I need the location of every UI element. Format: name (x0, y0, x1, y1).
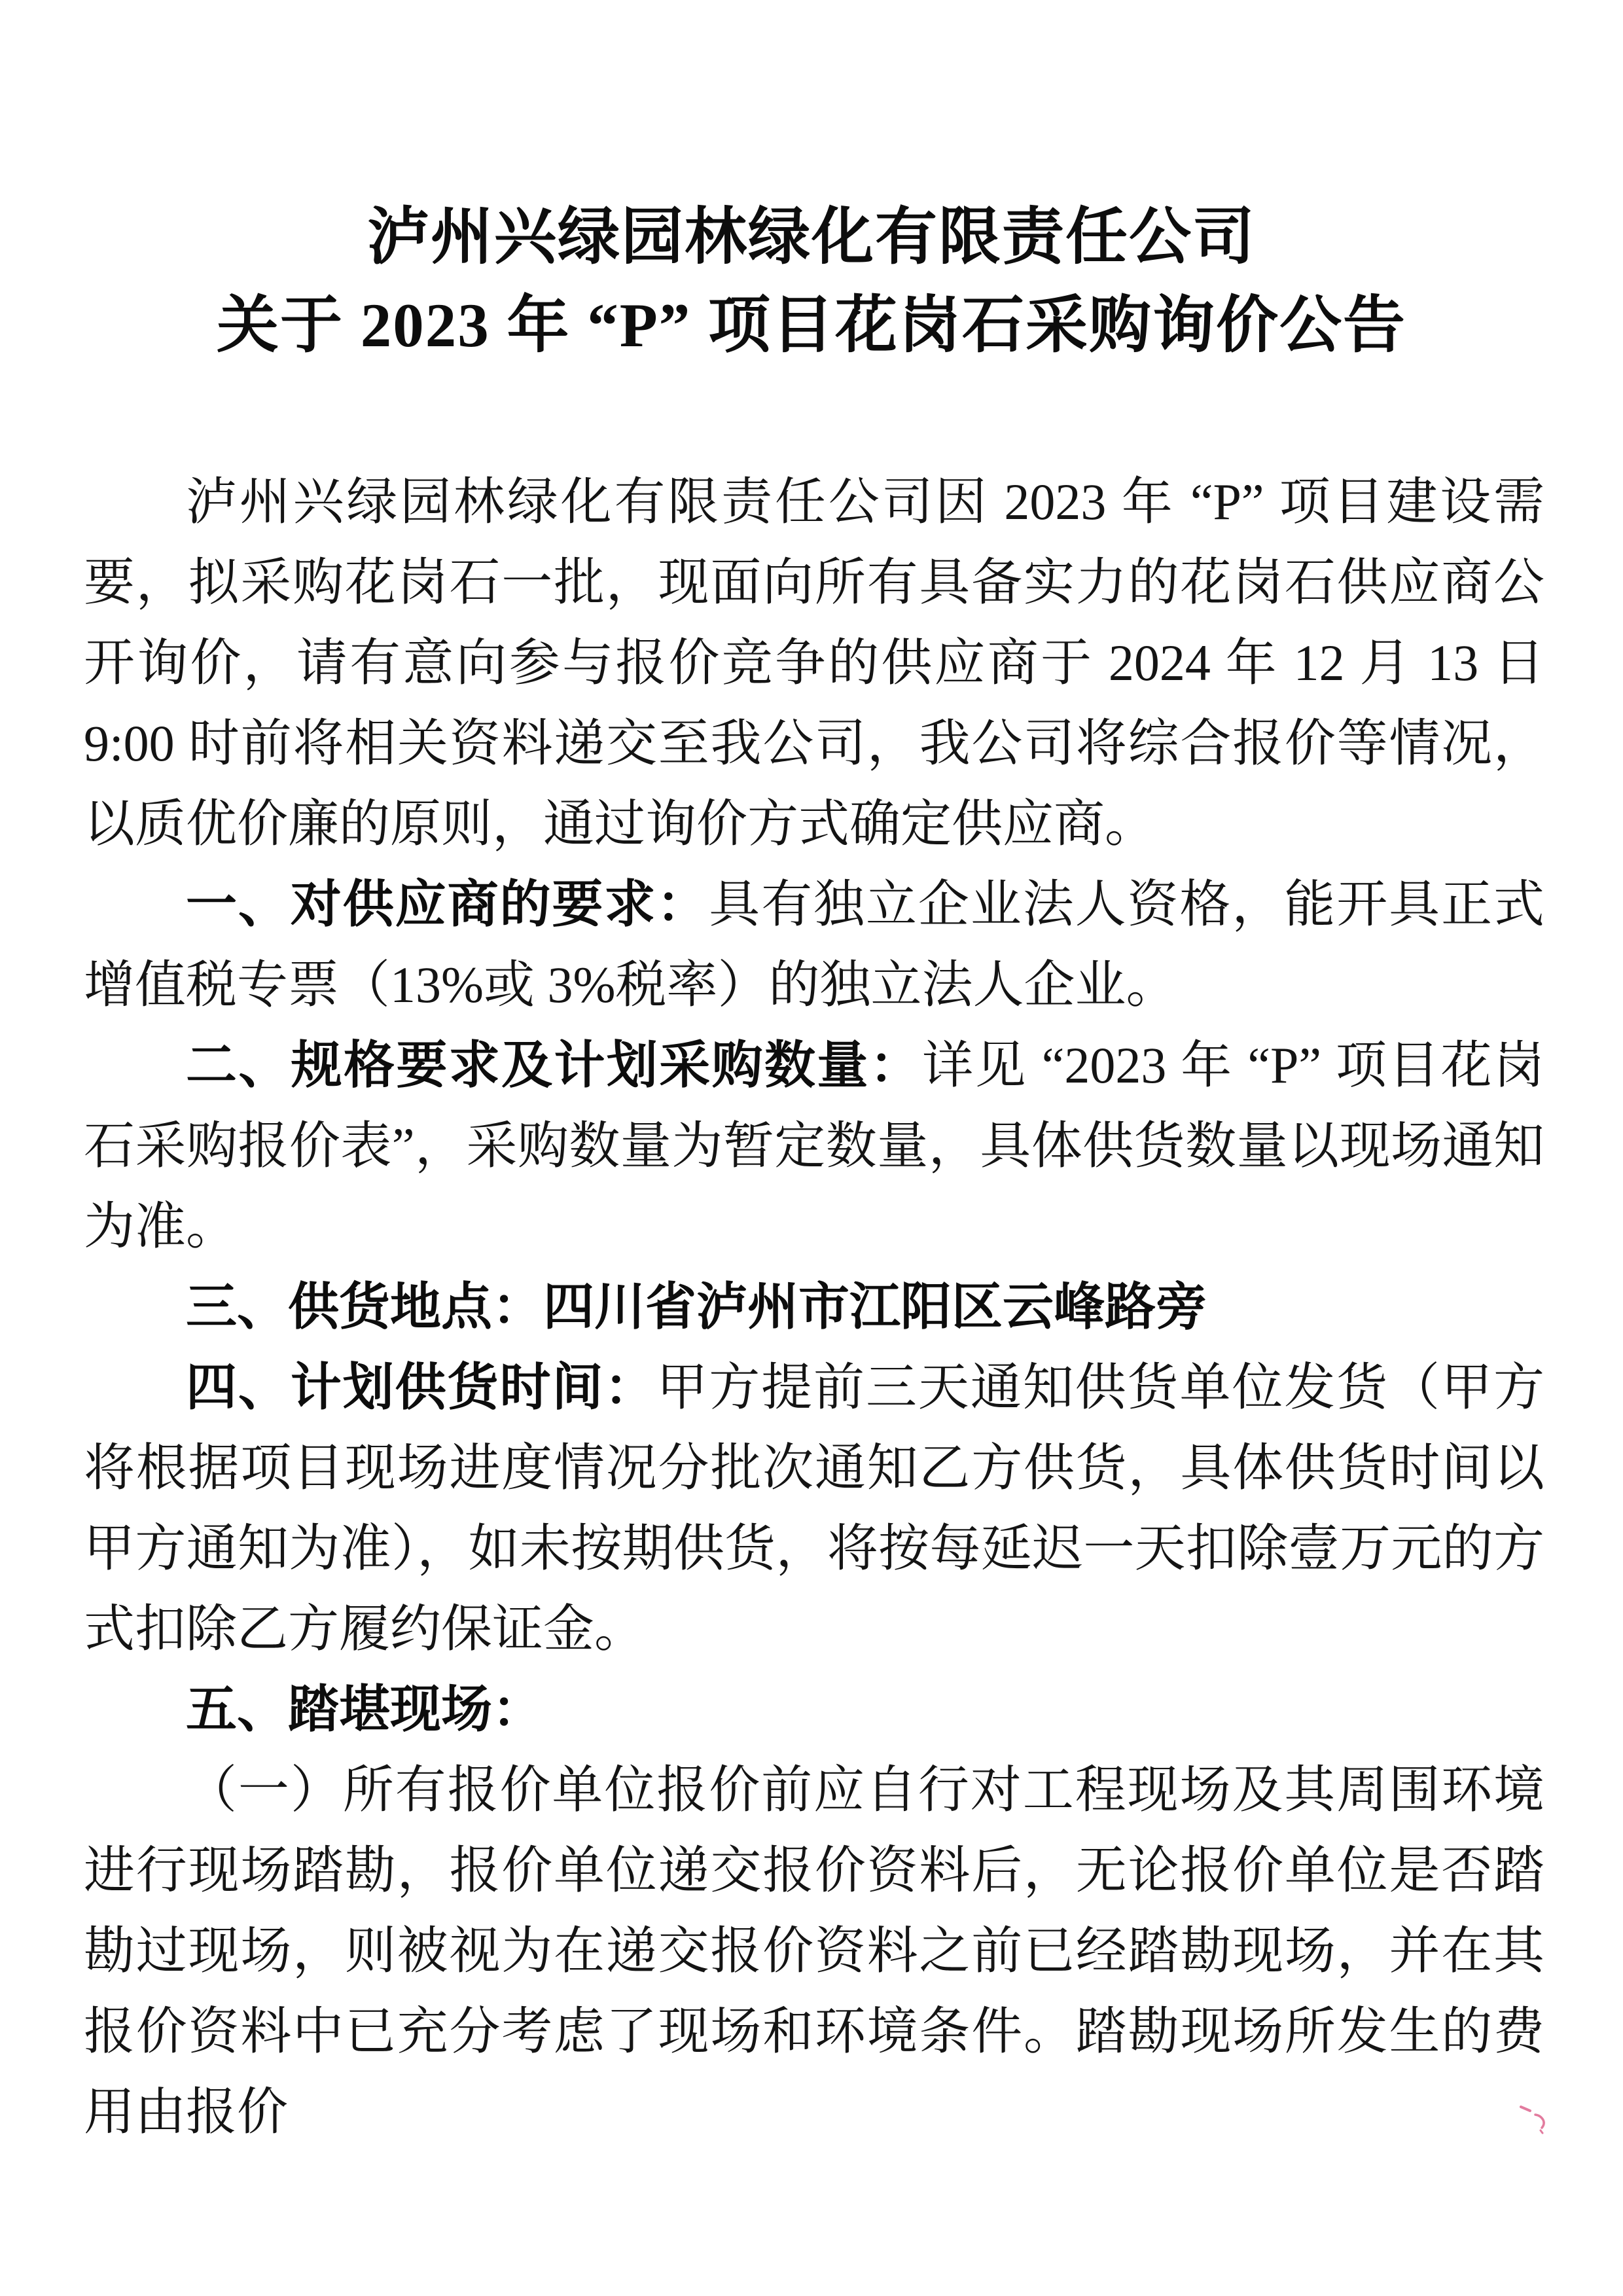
section-heading-3: 三、供货地点：四川省泸州市江阳区云峰路旁 (186, 1278, 1207, 1335)
section-heading-2: 二、规格要求及计划采购数量： (186, 1037, 923, 1094)
document-title-line1: 泸州兴绿园林绿化有限责任公司 (366, 202, 1256, 272)
paragraph-text: （一）所有报价单位报价前应自行对工程现场及其周围环境进行现场踏勘，报价单位递交报价资料后，无论报价单位是否踏勘过现场，则被视为在递交报价资料之前已经踏勘现场，并在其报价资料中已充分考虑了现场和环境条件。踏勘现场所发生的费用由报价 (84, 1761, 1544, 2140)
paragraph-section-2 (84, 1025, 1544, 1266)
document-title (0, 0, 1623, 370)
section-heading-5: 五、踏堪现场： (186, 1681, 544, 1738)
document-body (84, 461, 1544, 2152)
section-heading-1: 一、对供应商的要求： (186, 876, 709, 933)
paragraph-text: 具有独立企业法人资格，能开具正式增值税专票（13%或 3%税率）的独立法人企业。 (84, 876, 1544, 1013)
paragraph-intro (84, 461, 1544, 864)
section-heading-4: 四、计划供货时间： (186, 1359, 657, 1416)
paragraph-section-3 (84, 1266, 1544, 1347)
paragraph-section-4 (84, 1347, 1544, 1669)
paragraph-section-1 (84, 864, 1544, 1025)
document-title-line2: 关于 2023 年 “P” 项目花岗石采购询价公告 (216, 291, 1407, 360)
paragraph-section-5 (84, 1669, 1544, 1749)
paragraph-site-survey (84, 1749, 1544, 2152)
paragraph-text: 泸州兴绿园林绿化有限责任公司因 2023 年 “P” 项目建设需要，拟采购花岗石一批，现面向所有具备实力的花岗石供应商公开询价，请有意向参与报价竞争的供应商于 2024 年 12 月 13 日 9:00 时前将相关资料递交至我公司，我公司将综合报价等情况，以质优价廉的原则，通过询价方式确定供应商。 (84, 473, 1544, 852)
paragraph-text: 甲方提前三天通知供货单位发货（甲方将根据项目现场进度情况分批次通知乙方供货，具体供货时间以甲方通知为准），如未按期供货，将按每延迟一天扣除壹万元的方式扣除乙方履约保证金。 (84, 1359, 1544, 1657)
paragraph-text: 详见 “2023 年 “P” 项目花岗石采购报价表”，采购数量为暂定数量，具体供货数量以现场通知为准。 (84, 1037, 1544, 1255)
